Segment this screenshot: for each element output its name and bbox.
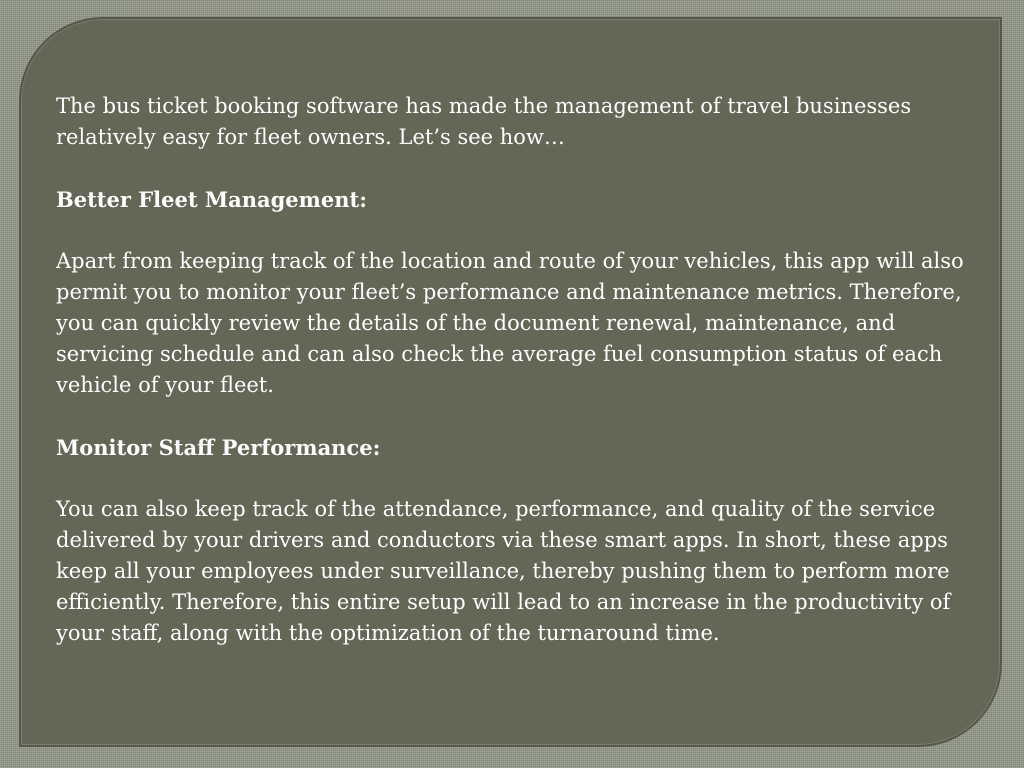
section-heading-fleet-management: Better Fleet Management: (56, 187, 367, 212)
spacer (56, 215, 996, 246)
section-heading-staff-performance: Monitor Staff Performance: (56, 435, 381, 460)
section-body-fleet-management: Apart from keeping track of the location and route of your vehicles, this app will also permit you to monitor your fleet’s performance and maintenance metrics. Therefore, you can quickly review the details of the document renewal, maintenance, and servicing schedule and can also check the average fuel consumption status of each vehicle of your fleet. (56, 249, 964, 397)
slide-panel (19, 17, 1002, 747)
spacer (56, 463, 996, 494)
spacer (56, 153, 996, 184)
section-body-staff-performance: You can also keep track of the attendance, performance, and quality of the service delivered by your drivers and conductors via these smart apps. In short, these apps keep all your employees under surveillance, thereby pushing them to perform more efficiently. Therefore, this entire setup will lead to an increase in the productivity of your staff, along with the optimization of the turnaround time. (56, 497, 951, 645)
spacer (56, 401, 996, 432)
slide-content (56, 91, 996, 649)
intro-paragraph: The bus ticket booking software has made the management of travel businesses relatively easy for fleet owners. Let’s see how… (56, 94, 912, 149)
